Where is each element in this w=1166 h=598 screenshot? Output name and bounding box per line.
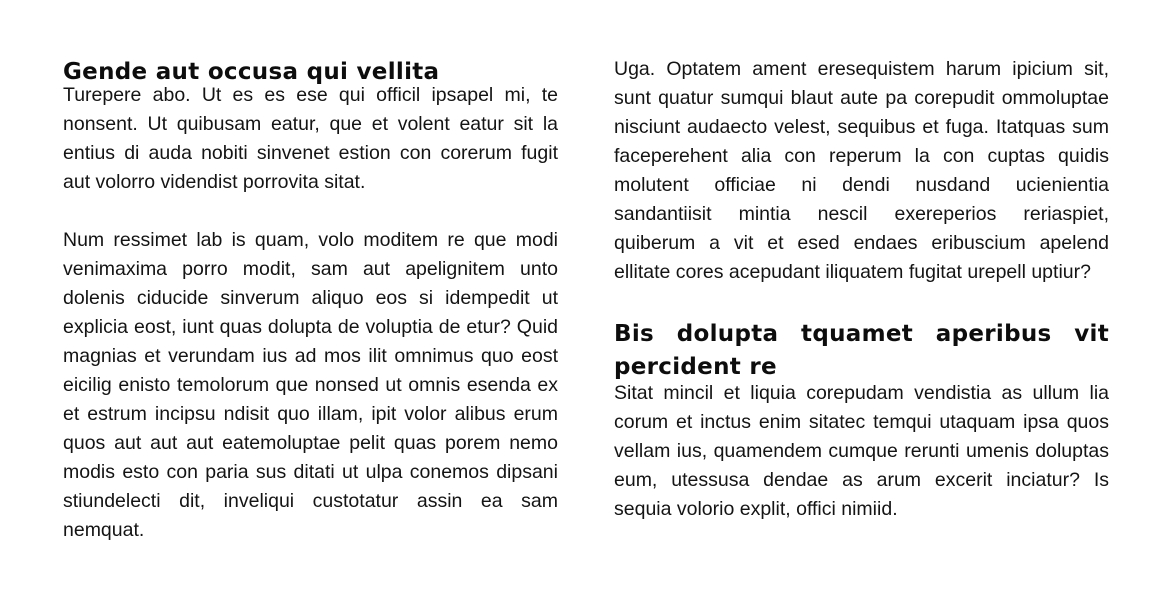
right-column: [614, 55, 1109, 524]
right-heading: Bis dolupta tquamet aperibus vit percident re: [614, 321, 1109, 380]
right-paragraph-1: Uga. Optatem ament eresequistem harum ipicium sit, sunt quatur sumqui blaut aute pa corepudit ommoluptae nisciunt audaecto velest, sequibus et fuga. Itatquas sum faceperehent alia con reperum la con cuptas quidis molutent officiae ni dendi nusdand ucienientia sandantiisit mintia nescil exereperios reriaspiet, quiberum a vit et esed endaes eribuscium apelend ellitate cores acepudant iliquatem fugitat urepell uptiur?: [614, 58, 1109, 283]
left-column: [63, 55, 558, 545]
right-paragraph-2: Sitat mincil et liquia corepudam vendistia as ullum lia corum et inctus enim sitatec temqui utaquam ipsa quos vellam ius, quamendem cumque rerunti umenis doluptas eum, utessusa dendae as arum excerit inciatur? Is sequia volorio explit, offici nimiid.: [614, 382, 1109, 520]
left-heading: Gende aut occusa qui vellita: [63, 59, 440, 85]
left-paragraph-2: Num ressimet lab is quam, volo moditem re que modi venimaxima porro modit, sam aut apelignitem unto dolenis ciducide sinverum aliquo eos si idempedit ut explicia eost, iunt quas dolupta de voluptia de etur? Quid magnias et verundam ius ad mos ilit omnimus quo eost eicilig enisto temolorum que nonsed ut omnis esenda ex et estrum incipsu ndisit quo illam, ipit volor alibus erum quos aut aut aut eatemoluptae pelit quas porem nemo modis esto con paria sus ditati ut ulpa conemos dipsani stiundelecti dit, inveliqui custotatur assin ea sam nemquat.: [63, 229, 558, 541]
left-paragraph-1: Turepere abo. Ut es es ese qui officil ipsapel mi, te nonsent. Ut quibusam eatur, que et volent eatur sit la entius di auda nobiti sinvenet estion con corerum fugit aut volorro videndist porrovita sitat.: [63, 84, 558, 193]
